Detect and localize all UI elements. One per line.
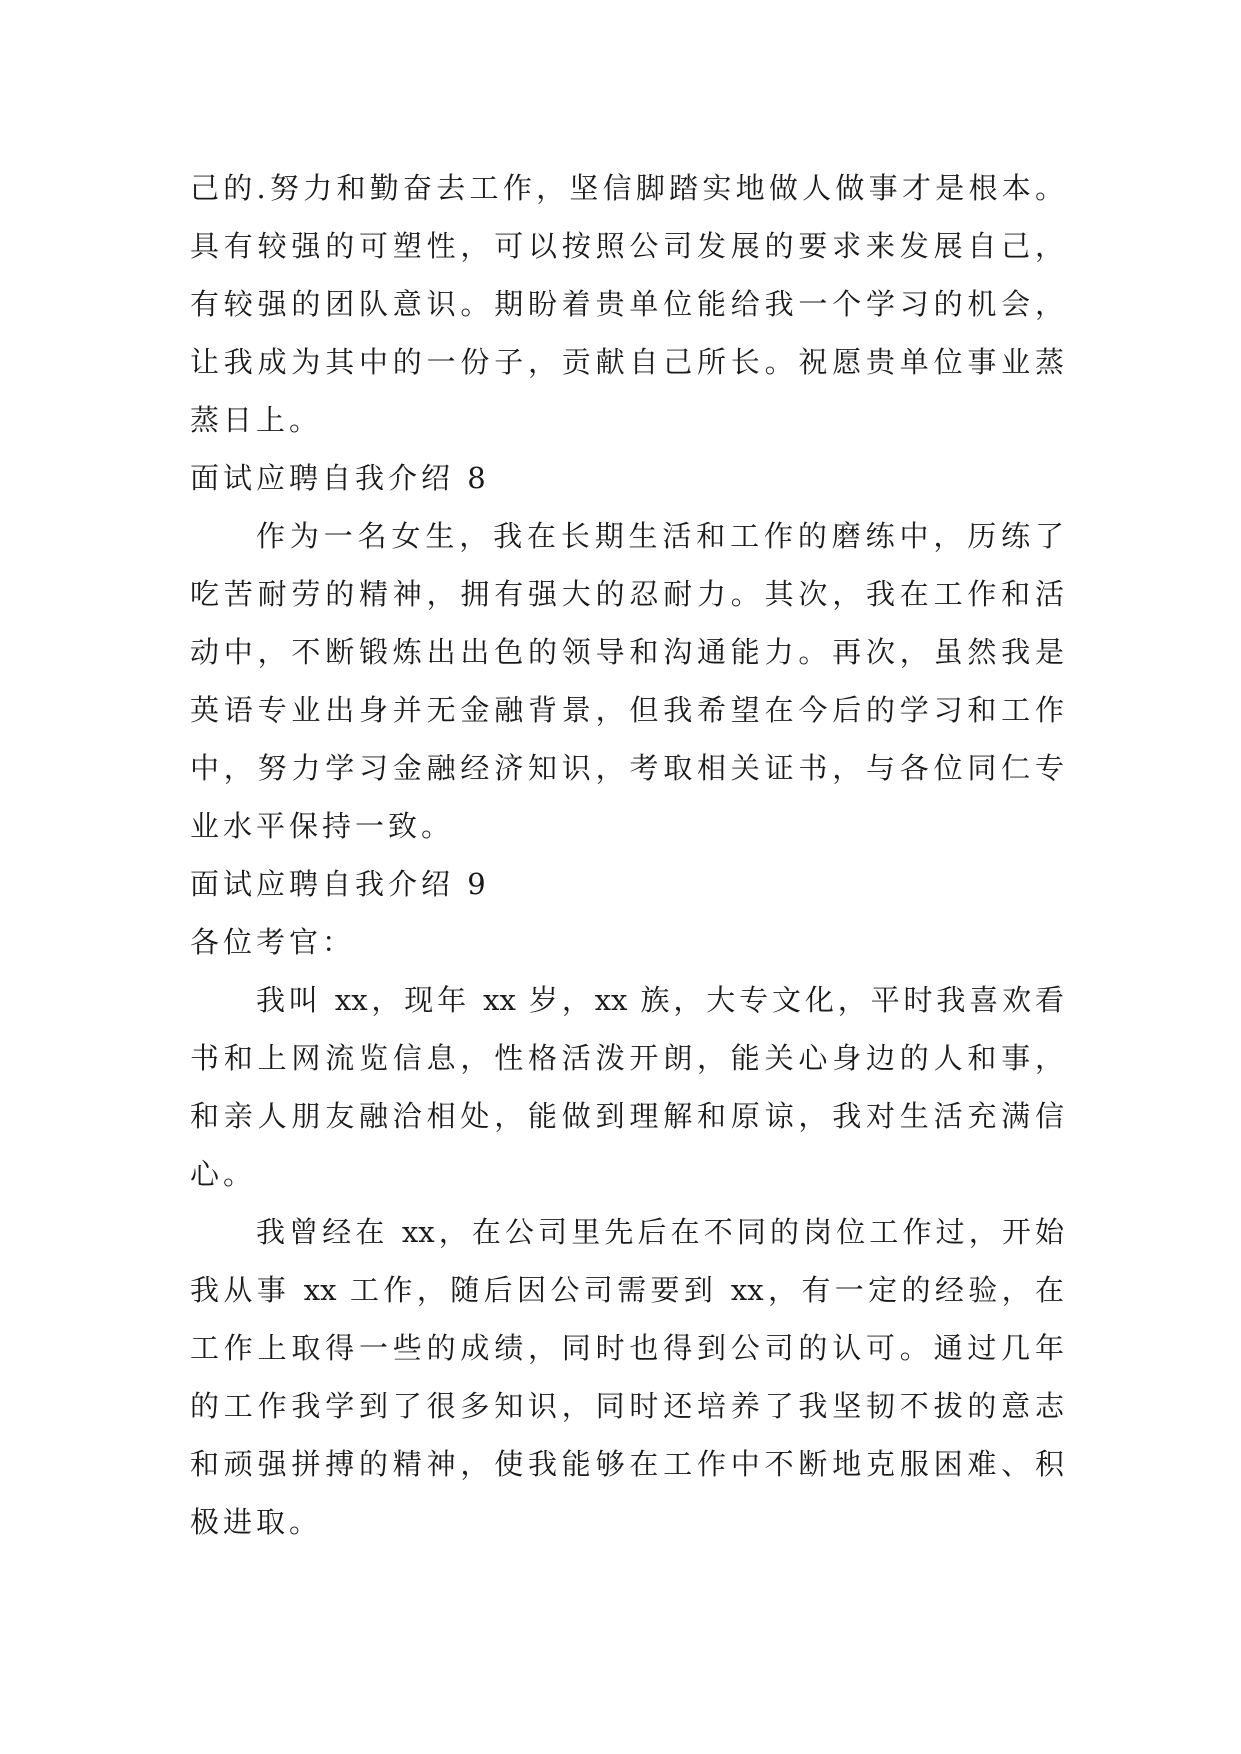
section-heading-9: 面试应聘自我介绍 9 — [190, 867, 490, 901]
paragraph-line: 我曾经在 xx，在公司里先后在不同的岗位工作过，开始 — [256, 1215, 1064, 1249]
paragraph-line: 具有较强的可塑性，可以按照公司发展的要求来发展自己， — [190, 229, 1064, 263]
section-heading-8: 面试应聘自我介绍 8 — [190, 461, 490, 495]
paragraph-line: 我叫 xx，现年 xx 岁，xx 族，大专文化，平时我喜欢看 — [256, 983, 1064, 1017]
paragraph-line: 书和上网流览信息，性格活泼开朗，能关心身边的人和事， — [190, 1041, 1064, 1075]
paragraph-line: 业水平保持一致。 — [190, 809, 455, 843]
paragraph-line: 和顽强拼搏的精神，使我能够在工作中不断地克服困难、积 — [190, 1447, 1064, 1481]
paragraph-line: 极进取。 — [190, 1505, 323, 1539]
paragraph-line: 动中，不断锻炼出出色的领导和沟通能力。再次，虽然我是 — [190, 635, 1064, 669]
paragraph-line: 有较强的团队意识。期盼着贵单位能给我一个学习的机会， — [190, 287, 1064, 321]
paragraph-line: 心。 — [190, 1157, 257, 1191]
paragraph-line: 工作上取得一些的成绩，同时也得到公司的认可。通过几年 — [190, 1331, 1064, 1365]
paragraph-line: 蒸日上。 — [190, 403, 323, 437]
paragraph-line: 的工作我学到了很多知识，同时还培养了我坚韧不拔的意志 — [190, 1389, 1064, 1423]
paragraph-line: 和亲人朋友融洽相处，能做到理解和原谅，我对生活充满信 — [190, 1099, 1064, 1133]
paragraph-line: 我从事 xx 工作，随后因公司需要到 xx，有一定的经验，在 — [190, 1273, 1064, 1307]
paragraph-line: 让我成为其中的一份子，贡献自己所长。祝愿贵单位事业蒸 — [190, 345, 1064, 379]
paragraph-line: 中，努力学习金融经济知识，考取相关证书，与各位同仁专 — [190, 751, 1064, 785]
paragraph-line: 英语专业出身并无金融背景，但我希望在今后的学习和工作 — [190, 693, 1064, 727]
paragraph-line: 己的.努力和勤奋去工作，坚信脚踏实地做人做事才是根本。 — [190, 171, 1064, 205]
paragraph-line: 吃苦耐劳的精神，拥有强大的忍耐力。其次，我在工作和活 — [190, 577, 1064, 611]
paragraph-line: 作为一名女生，我在长期生活和工作的磨练中，历练了 — [256, 519, 1064, 553]
salutation: 各位考官： — [190, 925, 356, 959]
